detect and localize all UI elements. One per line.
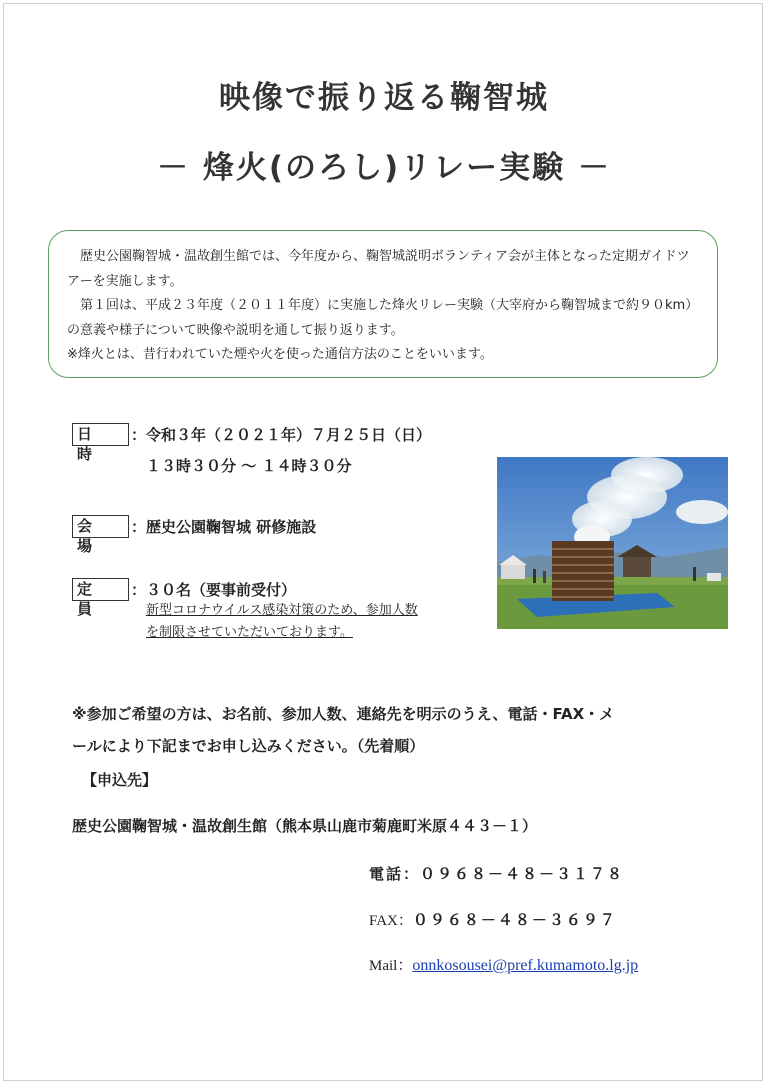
datetime-label: 日 時 (72, 423, 129, 446)
datetime-colon: ： (131, 426, 147, 444)
page-subtitle: － 烽火(のろし)リレー実験 － (157, 150, 611, 186)
tel-row (369, 863, 624, 884)
tel-label: 電話： (369, 865, 421, 883)
venue-label: 会 場 (72, 515, 129, 538)
apply-note-line2: ールにより下記までお申し込みください。（先着順） (72, 737, 425, 755)
fax-label: FAX： (369, 913, 413, 929)
capacity-label: 定 員 (72, 578, 129, 601)
apply-note-line1: ※参加ご希望の方は、お名前、参加人数、連絡先を明示のうえ、電話・FAX・メ (72, 705, 615, 723)
intro-box (48, 230, 718, 378)
intro-paragraph-1: 歴史公園鞠智城・温故創生館では、今年度から、鞠智城説明ボランティア会が主体となった定期ガイドツアーを実施します。 (67, 249, 690, 289)
datetime-time: １３時３０分 ～ １４時３０分 (146, 457, 352, 475)
beacon-photo (497, 457, 728, 629)
mail-label: Mail： (369, 958, 413, 974)
capacity-note-line1: 新型コロナウイルス感染対策のため、参加人数 (146, 603, 418, 618)
apply-heading: 【申込先】 (82, 771, 158, 789)
mail-link[interactable]: onnkosousei@pref.kumamoto.lg.jp (412, 957, 639, 974)
intro-note: ※烽火とは、昔行われていた煙や火を使った通信方法のことをいいます。 (67, 347, 493, 362)
mail-row (369, 954, 638, 975)
intro-paragraph-2: 第１回は、平成２３年度（２０１１年度）に実施した烽火リレー実験（大宰府から鞠智城まで約９０km）の意義や様子について映像や説明を通して振り返ります。 (67, 298, 699, 338)
page-title: 映像で振り返る鞠智城 (219, 80, 549, 116)
capacity-note-line2: を制限させていただいております。 (146, 625, 353, 640)
capacity-text: ３０名（要事前受付） (146, 581, 297, 599)
venue-text: 歴史公園鞠智城 研修施設 (146, 518, 317, 536)
fax-row (369, 909, 617, 930)
venue-colon: ： (131, 518, 147, 536)
apply-organization: 歴史公園鞠智城・温故創生館（熊本県山鹿市菊鹿町米原４４３－１） (72, 817, 538, 835)
fax-number: ０９６８－４８－３６９７ (412, 911, 617, 929)
tel-number: ０９６８－４８－３１７８ (420, 865, 625, 883)
capacity-colon: ： (131, 581, 147, 599)
datetime-date: 令和３年（２０２１年）７月２５日（日） (146, 426, 432, 444)
